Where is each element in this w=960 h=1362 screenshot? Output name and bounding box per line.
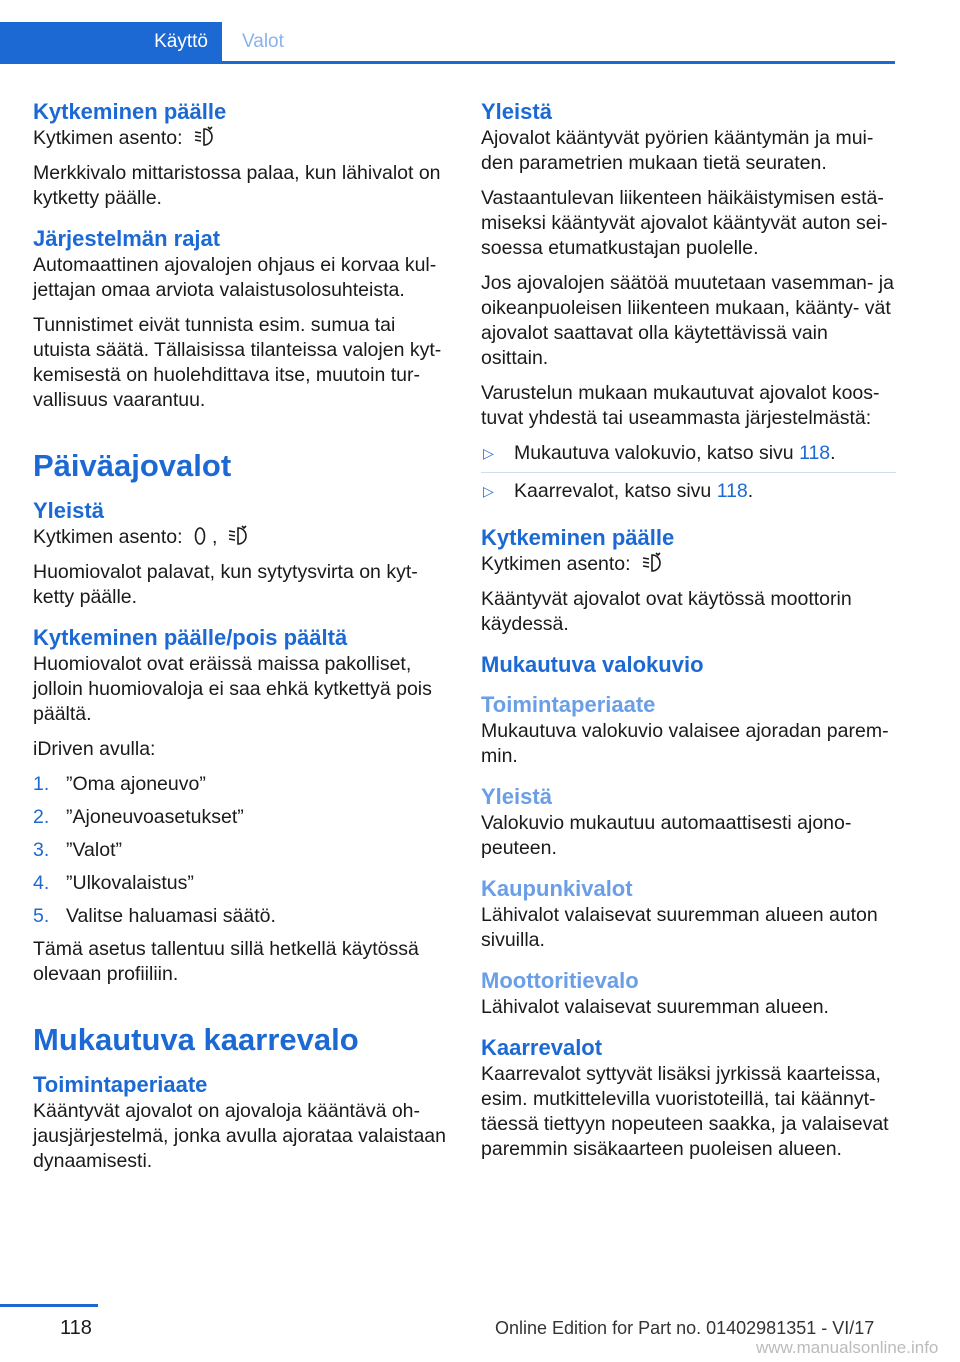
reference-end: . bbox=[830, 442, 836, 464]
paragraph: iDriven avulla: bbox=[33, 738, 156, 760]
paragraph: Merkkivalo mittaristossa palaa, kun lähivalot on kytketty päälle. bbox=[33, 162, 441, 209]
list-item bbox=[33, 805, 451, 830]
subsection-heading: Yleistä bbox=[481, 784, 552, 809]
triangle-bullet-icon: ▷ bbox=[483, 483, 494, 499]
list-item bbox=[481, 479, 896, 510]
paragraph: Lähivalot valaisevat suuremman alueen. bbox=[481, 996, 829, 1018]
paragraph: Jos ajovalojen säätöä muutetaan vasemman‐ ja oikeanpuoleisen liikenteen mukaan, käänty‐ vät ajovalot saattavat olla käytettävissä vain osittain. bbox=[481, 272, 894, 369]
switch-position-label: Kytkimen asento: bbox=[481, 553, 631, 575]
triangle-bullet-icon: ▷ bbox=[483, 445, 494, 461]
step-text: ”Oma ajoneuvo” bbox=[66, 773, 206, 795]
switch-position-line bbox=[481, 552, 896, 577]
paragraph: Valokuvio mukautuu automaattisesti ajono‐ peuteen. bbox=[481, 812, 852, 859]
paragraph: Huomiovalot ovat eräissä maissa pakolliset, jolloin huomiovaloja ei saa ehkä kytkettyä pois päältä. bbox=[33, 653, 432, 725]
section-heading: Toimintaperiaate bbox=[33, 1072, 208, 1097]
chapter-title: Päiväajovalot bbox=[33, 448, 232, 483]
switch-position-label: Kytkimen asento: bbox=[33, 526, 183, 548]
section-heading: Kaarrevalot bbox=[481, 1035, 603, 1060]
list-item bbox=[33, 838, 451, 863]
reference-text: Kaarrevalot, katso sivu bbox=[514, 480, 712, 502]
reference-text: Mukautuva valokuvio, katso sivu bbox=[514, 442, 794, 464]
right-column bbox=[481, 98, 896, 1172]
auto-headlight-icon bbox=[227, 525, 249, 547]
list-item bbox=[33, 904, 451, 929]
reference-end: . bbox=[747, 480, 754, 502]
page-link[interactable]: 118 bbox=[799, 442, 831, 464]
step-text: ”Ajoneuvoasetukset” bbox=[66, 806, 244, 828]
tab-valot[interactable]: Valot bbox=[242, 31, 284, 52]
header-rule bbox=[0, 61, 895, 64]
section-heading: Mukautuva valokuvio bbox=[481, 652, 704, 677]
watermark: www.manualsonline.info bbox=[756, 1338, 939, 1357]
subsection-heading: Toimintaperiaate bbox=[481, 692, 656, 717]
switch-position-line bbox=[33, 126, 451, 151]
paragraph: Ajovalot kääntyvät pyörien kääntymän ja mui‐ den parametrien mukaan tietä seuraten. bbox=[481, 127, 874, 174]
subsection-heading: Moottoritievalo bbox=[481, 968, 639, 993]
paragraph: Automaattinen ajovalojen ohjaus ei korvaa kul‐ jettajan omaa arviota valaistusolosuhteista. bbox=[33, 254, 437, 301]
step-number: 5. bbox=[33, 905, 50, 927]
paragraph: Kaarrevalot syttyvät lisäksi jyrkissä kaarteissa, esim. mutkittelevilla vuoristoteillä, tai käännyt‐ täessä tiettyyn nopeuteen saakka, ja valaisevat paremmin sisäkaarteen puoleisen alueen. bbox=[481, 1063, 889, 1160]
switch-position-label: Kytkimen asento: bbox=[33, 127, 183, 149]
section-heading: Kytkeminen päälle/pois päältä bbox=[33, 625, 348, 650]
section-heading: Kytkeminen päälle bbox=[481, 525, 675, 550]
page-number: 118 bbox=[60, 1317, 92, 1339]
paragraph: Huomiovalot palavat, kun sytytysvirta on kyt‐ ketty päälle. bbox=[33, 561, 418, 608]
page-header bbox=[0, 0, 960, 62]
system-reference-list bbox=[481, 441, 896, 510]
idrive-steps-list bbox=[33, 772, 451, 929]
chapter-title: Mukautuva kaarrevalo bbox=[33, 1022, 359, 1057]
footer-rule bbox=[0, 1304, 98, 1307]
list-item bbox=[481, 441, 896, 473]
off-position-icon bbox=[193, 525, 207, 547]
step-text: ”Ulkovalaistus” bbox=[66, 872, 194, 894]
paragraph: Varustelun mukaan mukautuvat ajovalot koos‐ tuvat yhdestä tai useammasta järjestelmästä: bbox=[481, 382, 880, 429]
separator-comma: , bbox=[212, 526, 218, 548]
step-number: 1. bbox=[33, 773, 50, 795]
paragraph: Kääntyvät ajovalot ovat käytössä moottorin käydessä. bbox=[481, 588, 852, 635]
switch-position-line bbox=[33, 525, 451, 550]
paragraph: Tämä asetus tallentuu sillä hetkellä käytössä olevaan profiiliin. bbox=[33, 938, 419, 985]
section-heading: Yleistä bbox=[481, 99, 552, 124]
list-item bbox=[33, 772, 451, 797]
list-item bbox=[33, 871, 451, 896]
step-text: ”Valot” bbox=[66, 839, 122, 861]
paragraph: Mukautuva valokuvio valaisee ajoradan parem‐ min. bbox=[481, 720, 889, 767]
tab-kaytto[interactable]: Käyttö bbox=[0, 22, 222, 62]
edition-note: Online Edition for Part no. 01402981351 - VI/17 bbox=[495, 1318, 875, 1338]
page-link[interactable]: 118 bbox=[716, 480, 748, 502]
auto-headlight-icon bbox=[641, 552, 663, 574]
step-number: 2. bbox=[33, 806, 50, 828]
step-text: Valitse haluamasi säätö. bbox=[66, 905, 276, 927]
subsection-heading: Kaupunkivalot bbox=[481, 876, 633, 901]
auto-headlight-icon bbox=[193, 126, 215, 148]
section-heading: Järjestelmän rajat bbox=[33, 226, 221, 251]
step-number: 3. bbox=[33, 839, 50, 861]
step-number: 4. bbox=[33, 872, 50, 894]
left-column bbox=[33, 98, 451, 1184]
section-heading: Yleistä bbox=[33, 498, 104, 523]
section-heading: Kytkeminen päälle bbox=[33, 99, 227, 124]
paragraph: Lähivalot valaisevat suuremman alueen auton sivuilla. bbox=[481, 904, 878, 951]
paragraph: Vastaantulevan liikenteen häikäistymisen estä‐ miseksi kääntyvät ajovalot kääntyvät auton sei‐ soessa etumatkustajan puolelle. bbox=[481, 187, 888, 259]
paragraph: Kääntyvät ajovalot on ajovaloja kääntävä oh‐ jausjärjestelmä, jonka avulla ajorataa valaistaan dynaamisesti. bbox=[33, 1100, 446, 1172]
paragraph: Tunnistimet eivät tunnista esim. sumua tai utuista säätä. Tällaisissa tilanteissa valojen kyt‐ kemisestä on huolehdittava itse, muutoin tur‐ vallisuus vaarantuu. bbox=[33, 314, 442, 411]
